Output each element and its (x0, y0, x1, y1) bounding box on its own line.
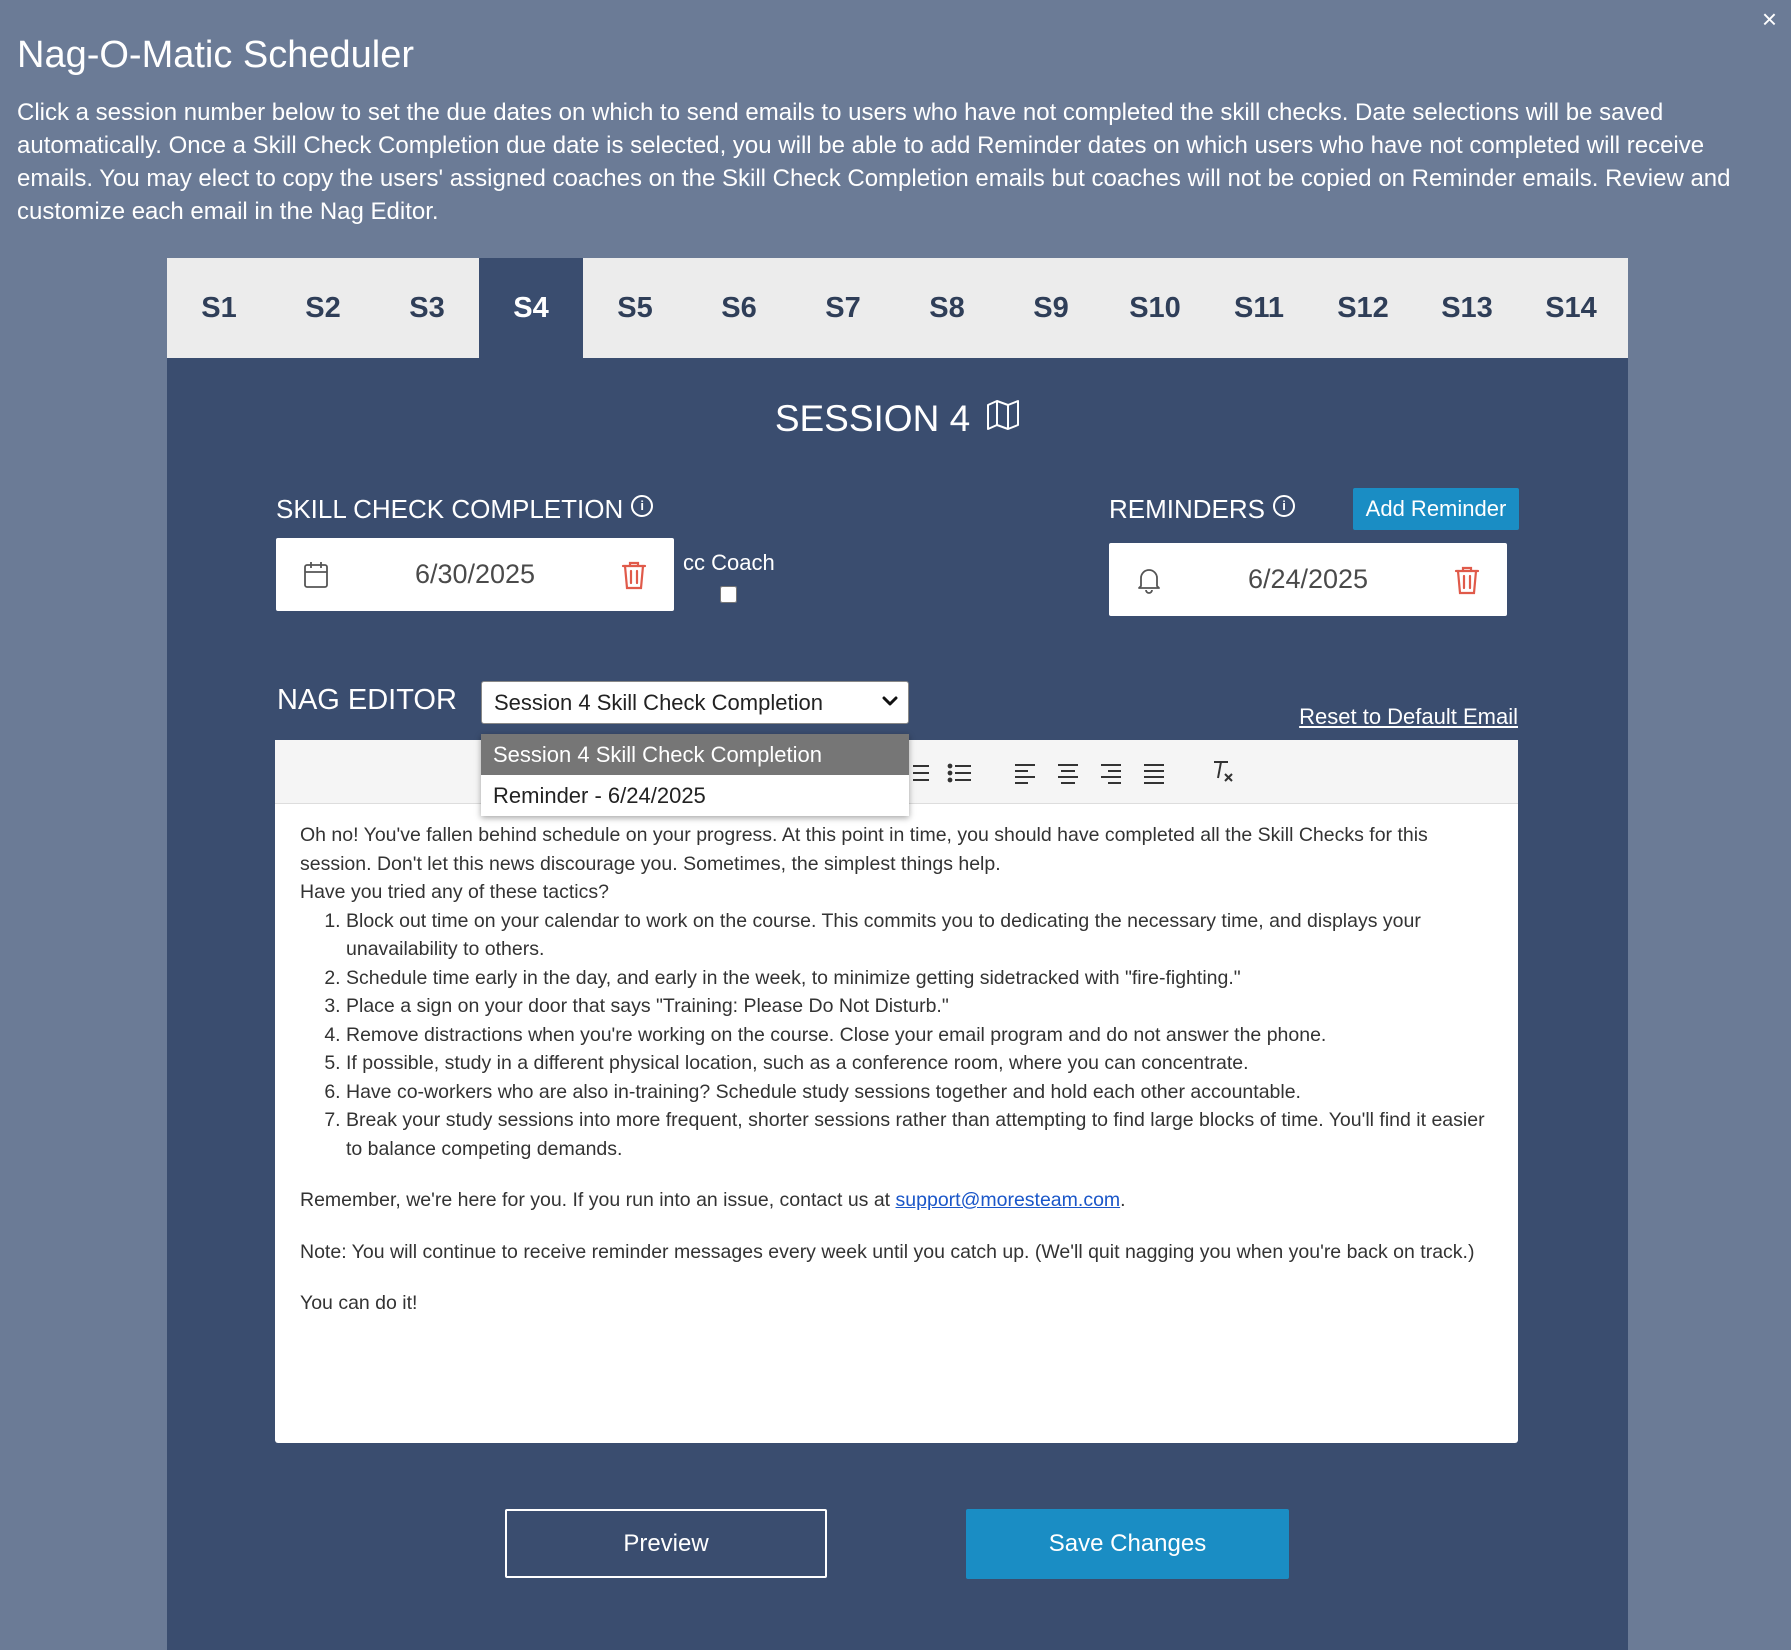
add-reminder-button[interactable]: Add Reminder (1353, 488, 1519, 530)
trash-icon[interactable] (1427, 565, 1507, 595)
list-item: 7. Break your study sessions into more frequent, shorter sessions rather than attempting to find large blocks of time. You'll find it easier to balance competing demands. (346, 1106, 1493, 1163)
email-note: Note: You will continue to receive reminder messages every week until you catch up. (We'll quit nagging you when you're back on track.) (300, 1240, 1475, 1263)
clear-formatting-icon[interactable] (1210, 758, 1236, 789)
info-icon[interactable]: i (631, 495, 653, 517)
email-question: Have you tried any of these tactics? (300, 881, 609, 903)
bullet-list-icon[interactable] (947, 762, 973, 789)
align-right-icon[interactable] (1099, 762, 1123, 789)
reset-default-email-link[interactable]: Reset to Default Email (1299, 704, 1518, 729)
reminders-label-row (1109, 494, 1295, 525)
reminder-date-field[interactable] (1109, 543, 1507, 616)
nag-editor-select[interactable] (481, 681, 909, 724)
info-icon[interactable]: i (1273, 495, 1295, 517)
tab-s12[interactable]: S12 (1337, 291, 1389, 324)
cc-coach-label: cc Coach (683, 550, 775, 575)
skill-check-date-field[interactable] (276, 538, 674, 611)
skill-check-label: SKILL CHECK COMPLETION (276, 494, 624, 524)
tab-s11[interactable]: S11 (1234, 291, 1284, 324)
tactics-list (300, 907, 1493, 1164)
cc-coach-group (683, 550, 775, 603)
save-changes-button[interactable]: Save Changes (966, 1509, 1289, 1579)
session-heading (167, 398, 1628, 440)
trash-icon[interactable] (594, 560, 674, 590)
calendar-icon[interactable] (276, 561, 356, 589)
nag-editor-selected: Session 4 Skill Check Completion (494, 689, 823, 715)
close-icon[interactable]: × (1761, 4, 1777, 34)
tab-s13[interactable]: S13 (1441, 291, 1493, 324)
nag-editor-dropdown (481, 734, 909, 816)
align-justify-icon[interactable] (1142, 762, 1166, 789)
tab-s3[interactable]: S3 (409, 291, 445, 324)
tab-s4[interactable]: S4 (479, 258, 583, 358)
list-item: 2. Schedule time early in the day, and early in the week, to minimize getting sidetracked with "fire-fighting." (346, 964, 1493, 993)
email-intro: Oh no! You've fallen behind schedule on your progress. At this point in time, you should have completed all the Skill Checks for this session. Don't let this news discourage you. Sometimes, the simplest things help. (300, 824, 1428, 875)
nag-editor (275, 740, 1518, 1443)
tab-s8[interactable]: S8 (929, 291, 965, 324)
align-left-icon[interactable] (1013, 762, 1037, 789)
list-item: 3. Place a sign on your door that says "Training: Please Do Not Disturb." (346, 992, 1493, 1021)
skill-check-date-value: 6/30/2025 (414, 559, 536, 589)
cc-coach-checkbox[interactable] (720, 586, 737, 603)
session-tabs (167, 258, 1628, 358)
list-item: 4. Remove distractions when you're working on the course. Close your email program and do not answer the phone. (346, 1021, 1493, 1050)
email-closing: You can do it! (300, 1292, 418, 1314)
list-item: 6. Have co-workers who are also in-training? Schedule study sessions together and hold each other accountable. (346, 1078, 1493, 1107)
email-remember: Remember, we're here for you. If you run into an issue, contact us at support@moresteam.com. (300, 1189, 1126, 1211)
map-icon[interactable] (986, 398, 1020, 440)
nag-editor-label: NAG EDITOR (277, 684, 457, 716)
dropdown-option[interactable]: Session 4 Skill Check Completion (481, 734, 909, 775)
tab-s6[interactable]: S6 (721, 291, 757, 324)
tab-s10[interactable]: S10 (1129, 291, 1181, 324)
bell-icon[interactable] (1109, 566, 1189, 594)
list-item: 1. Block out time on your calendar to work on the course. This commits you to dedicating the necessary time, and displays your unavailability to others. (346, 907, 1493, 964)
tab-s14[interactable]: S14 (1545, 291, 1597, 324)
align-center-icon[interactable] (1056, 762, 1080, 789)
dialog-title: Nag-O-Matic Scheduler (17, 34, 415, 76)
preview-button[interactable]: Preview (505, 1509, 827, 1578)
list-item: 5. If possible, study in a different physical location, such as a conference room, where you can concentrate. (346, 1049, 1493, 1078)
reminders-label: REMINDERS (1109, 494, 1266, 524)
session-title: SESSION 4 (774, 398, 971, 439)
tab-s5[interactable]: S5 (617, 291, 653, 324)
reminder-date-value: 6/24/2025 (1247, 564, 1369, 594)
tab-s9[interactable]: S9 (1033, 291, 1069, 324)
chevron-down-icon (880, 691, 900, 717)
support-email-link[interactable]: support@moresteam.com (895, 1189, 1121, 1211)
skill-check-label-row (276, 494, 653, 525)
tab-s7[interactable]: S7 (825, 291, 861, 324)
dropdown-option[interactable]: Reminder - 6/24/2025 (493, 782, 706, 808)
scheduler-panel (167, 258, 1628, 1650)
email-body[interactable] (275, 804, 1518, 1335)
tab-s1[interactable]: S1 (201, 291, 237, 324)
tab-s2[interactable]: S2 (305, 291, 341, 324)
intro-text: Click a session number below to set the due dates on which to send emails to users who have not completed the skill checks. Date selections will be saved automatically. Once a Skill Check Completion due date is selected, you will be able to add Reminder dates on which users who have not completed will receive emails. You may elect to copy the users' assigned coaches on the Skill Check Completion emails but coaches will not be copied on Reminder emails. Review and customize each email in the Nag Editor. (17, 99, 1731, 225)
